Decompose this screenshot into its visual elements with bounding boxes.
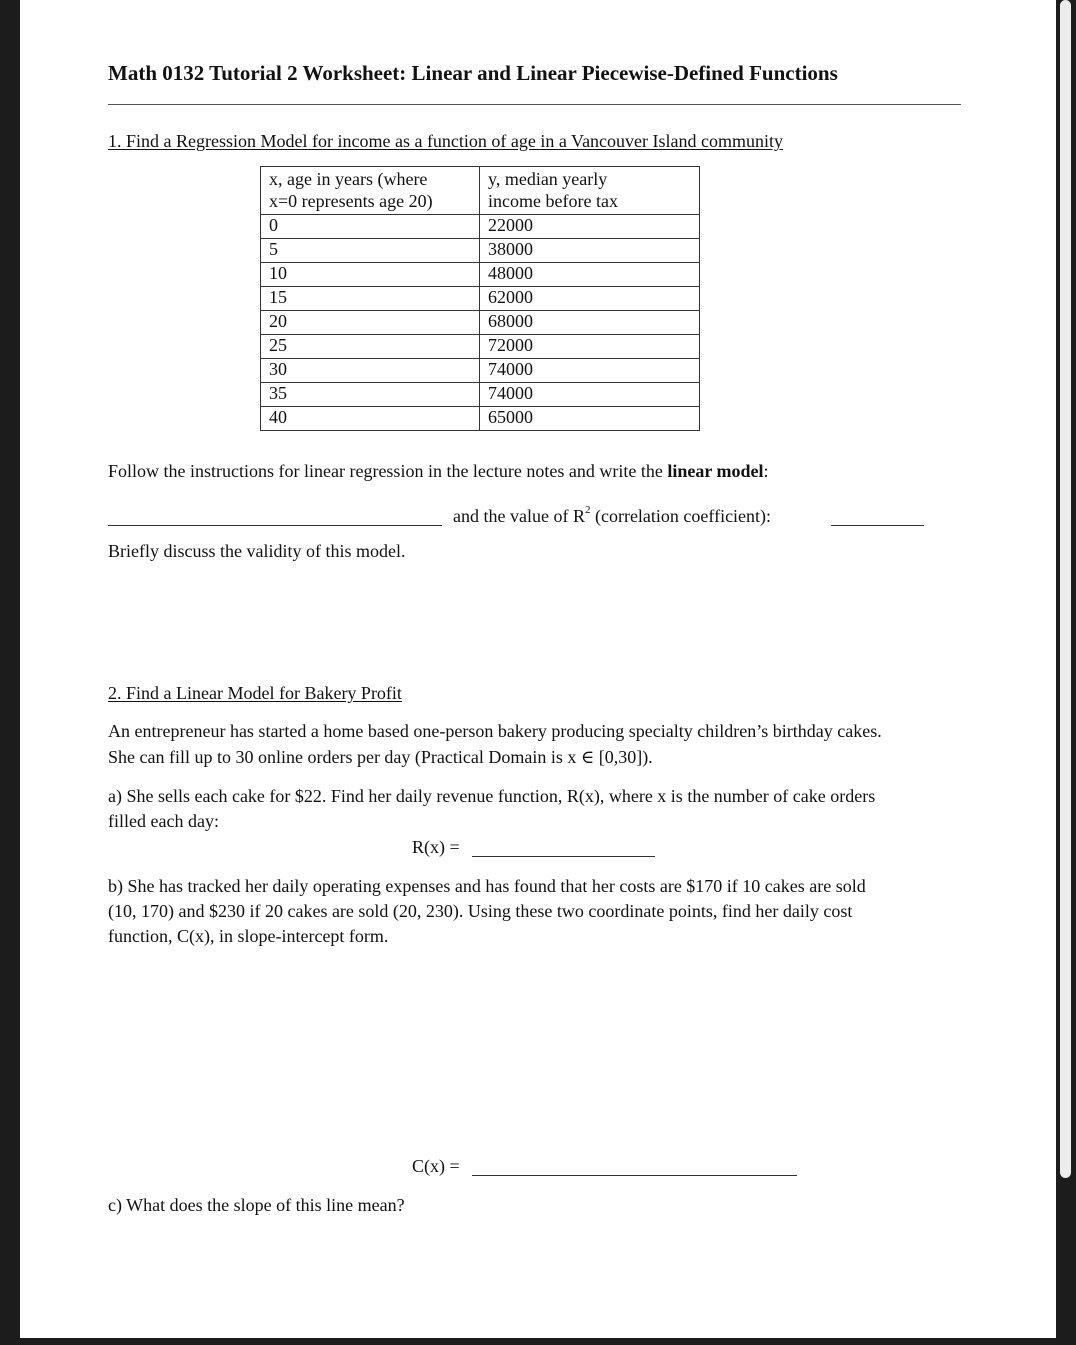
cx-answer-line[interactable] — [472, 1175, 797, 1176]
table-cell-income: 62000 — [480, 287, 700, 311]
q2-intro-line2: She can fill up to 30 online orders per day (Practical Domain is x ∈ [0,30]). — [108, 747, 653, 767]
q1-validity-prompt: Briefly discuss the validity of this model. — [108, 541, 406, 561]
table-row — [261, 263, 700, 287]
table-cell-income: 65000 — [480, 407, 700, 431]
table-header-row — [261, 167, 700, 215]
q2a-line2: filled each day: — [108, 811, 219, 831]
table-cell-age: 0 — [261, 215, 480, 239]
rx-answer-line[interactable] — [472, 856, 655, 857]
table-row — [261, 359, 700, 383]
q2-heading: 2. Find a Linear Model for Bakery Profit — [108, 683, 402, 703]
table-cell-age: 5 — [261, 239, 480, 263]
table-cell-income: 72000 — [480, 335, 700, 359]
q2-intro-line1: An entrepreneur has started a home based one-person bakery producing specialty children’s birthday cakes. — [108, 721, 882, 741]
table-cell-age: 30 — [261, 359, 480, 383]
table-cell-income: 68000 — [480, 311, 700, 335]
table-header-x: x, age in years (where x=0 represents age 20) — [261, 167, 480, 215]
table-cell-age: 20 — [261, 311, 480, 335]
table-cell-income: 48000 — [480, 263, 700, 287]
r2-prompt: and the value of $R^2$ (correlation coefficient): — [453, 504, 772, 526]
cx-label: C(x) = — [412, 1156, 460, 1176]
table-row — [261, 407, 700, 431]
table-cell-age: 35 — [261, 383, 480, 407]
table-row — [261, 383, 700, 407]
table-row — [261, 287, 700, 311]
q2a-line1: a) She sells each cake for $22. Find her daily revenue function, R(x), where x is the number of cake orders — [108, 786, 876, 806]
income-table — [260, 166, 700, 431]
table-row — [261, 215, 700, 239]
table-cell-age: 15 — [261, 287, 480, 311]
table-cell-age: 25 — [261, 335, 480, 359]
scrollbar[interactable] — [1060, 0, 1071, 1178]
q1-heading: 1. Find a Regression Model for income as a function of age in a Vancouver Island community — [108, 131, 784, 151]
table-row — [261, 311, 700, 335]
q2c-line: c) What does the slope of this line mean? — [108, 1195, 405, 1215]
table-row — [261, 335, 700, 359]
q2b-line1: b) She has tracked her daily operating expenses and has found that her costs are $170 if 10 cakes are sold — [108, 876, 866, 896]
r2-answer-line[interactable] — [831, 525, 924, 526]
table-cell-income: 22000 — [480, 215, 700, 239]
table-header-y: y, median yearly income before tax — [480, 167, 700, 215]
table-cell-age: 40 — [261, 407, 480, 431]
table-row — [261, 239, 700, 263]
title-divider — [108, 104, 961, 105]
table-cell-income: 38000 — [480, 239, 700, 263]
rx-label: R(x) = — [412, 837, 460, 857]
linear-model-answer-line[interactable] — [108, 525, 442, 526]
q1-instruction: Follow the instructions for linear regression in the lecture notes and write the linear model: — [108, 461, 769, 481]
table-cell-income: 74000 — [480, 359, 700, 383]
table-cell-age: 10 — [261, 263, 480, 287]
q2b-line3: function, C(x), in slope-intercept form. — [108, 926, 389, 946]
q2b-line2: (10, 170) and $230 if 20 cakes are sold (20, 230). Using these two coordinate points, find her daily cost — [108, 901, 853, 921]
page-title: Math 0132 Tutorial 2 Worksheet: Linear and Linear Piecewise-Defined Functions — [108, 61, 838, 85]
table-cell-income: 74000 — [480, 383, 700, 407]
